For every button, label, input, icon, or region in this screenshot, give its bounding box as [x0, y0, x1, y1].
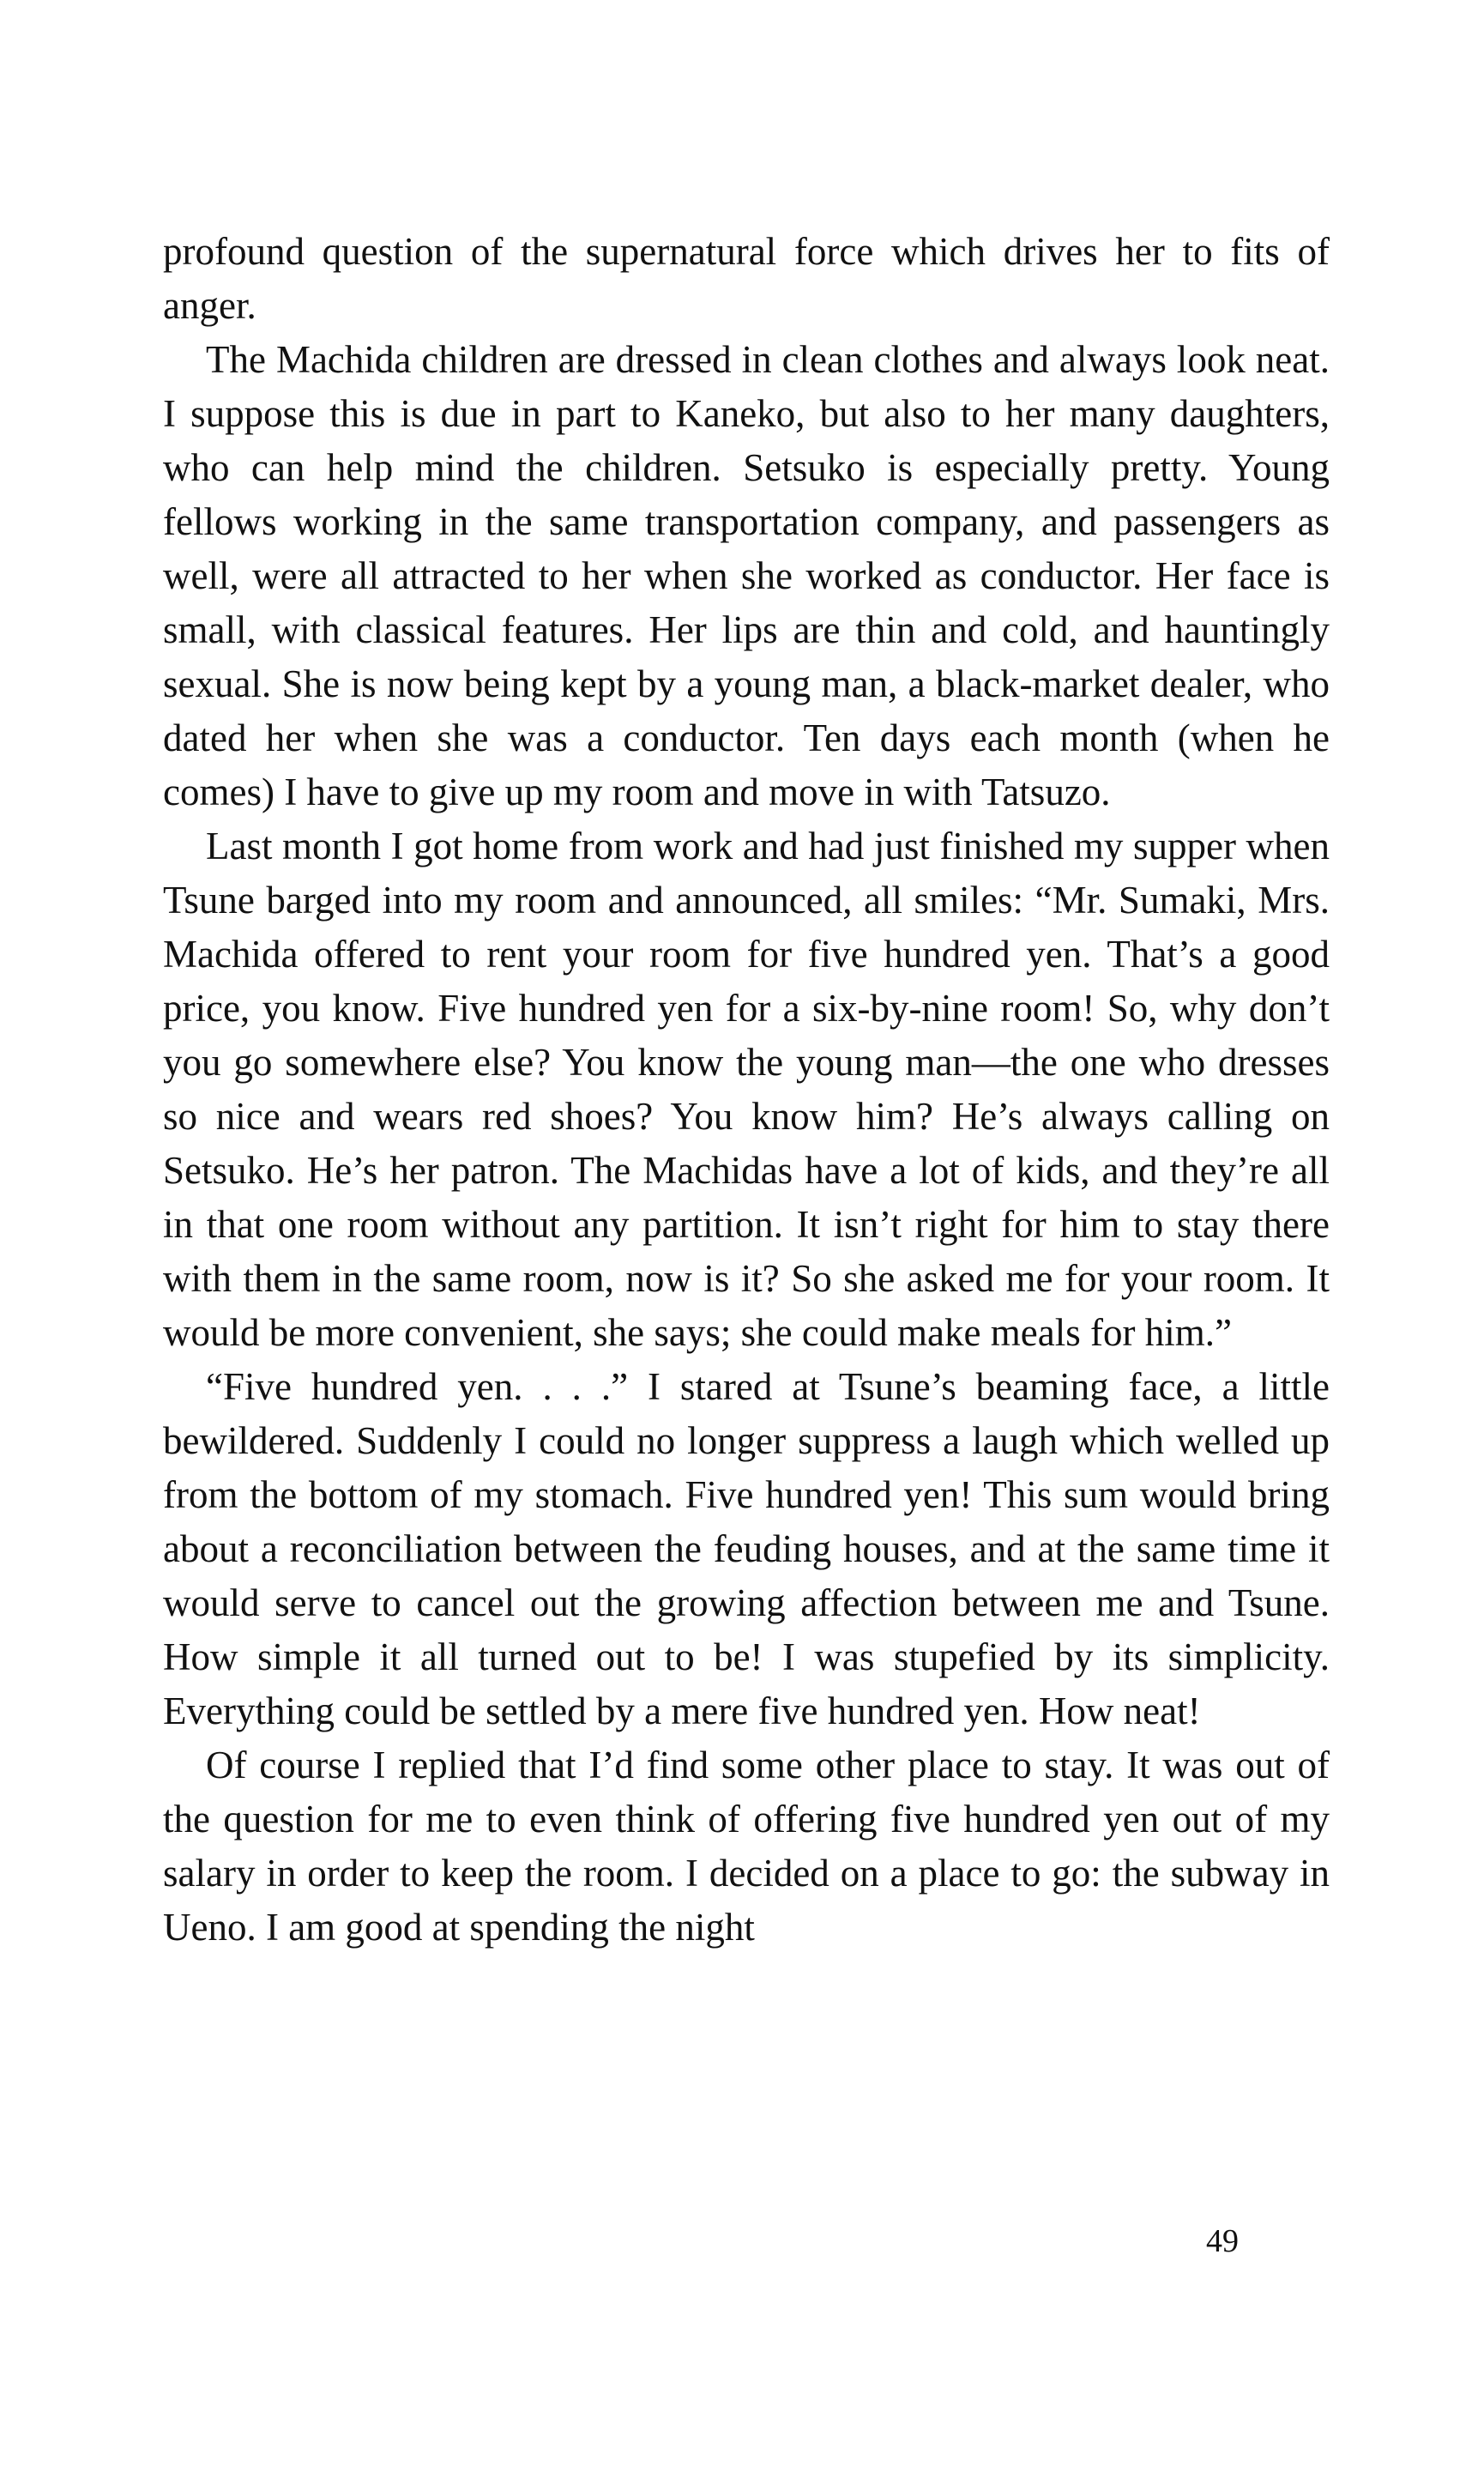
paragraph-machida-children: The Machida children are dressed in clean clothes and always look neat. I suppose this is due in part to Kaneko, but also to her many daughters, who can help mind the children. Setsuko is especially pretty. Young fellows working in the same transportation company, and passengers as well, were all attracted to her when she worked as conductor. Her face is small, with classical features. Her lips are thin and cold, and hauntingly sexual. She is now being kept by a young man, a black-market dealer, who dated her when she was a conductor. Ten days each month (when he comes) I have to give up my room and move in with Tatsuzo.	[163, 338, 1330, 813]
paragraph-five-hundred-yen: “Five hundred yen. . . .” I stared at Tsune’s beaming face, a little bewildered. Suddenly I could no longer suppress a laugh which welled up from the bottom of my stomach. Five hundred yen! This sum would bring about a reconciliation between the feuding houses, and at the same time it would serve to cancel out the growing affection between me and Tsune. How simple it all turned out to be! I was stupefied by its simplicity. Everything could be settled by a mere five hundred yen. How neat!	[163, 1365, 1330, 1732]
body-text	[163, 225, 1330, 1955]
paragraph-continued: profound question of the supernatural force which drives her to fits of anger.	[163, 230, 1330, 327]
paragraph-last-month: Last month I got home from work and had just finished my supper when Tsune barged into my room and announced, all smiles: “Mr. Sumaki, Mrs. Machida offered to rent your room for five hundred yen. That’s a good price, you know. Five hundred yen for a six-by-nine room! So, why don’t you go somewhere else? You know the young man—the one who dresses so nice and wears red shoes? You know him? He’s always calling on Setsuko. He’s her patron. The Machidas have a lot of kids, and they’re all in that one room without any partition. It isn’t right for him to stay there with them in the same room, now is it? So she asked me for your room. It would be more convenient, she says; she could make meals for him.”	[163, 825, 1330, 1354]
page-number: 49	[1206, 2223, 1239, 2259]
paragraph-of-course: Of course I replied that I’d find some other place to stay. It was out of the question for me to even think of offering five hundred yen out of my salary in order to keep the room. I decided on a place to go: the subway in Ueno. I am good at spending the night	[163, 1744, 1330, 1949]
